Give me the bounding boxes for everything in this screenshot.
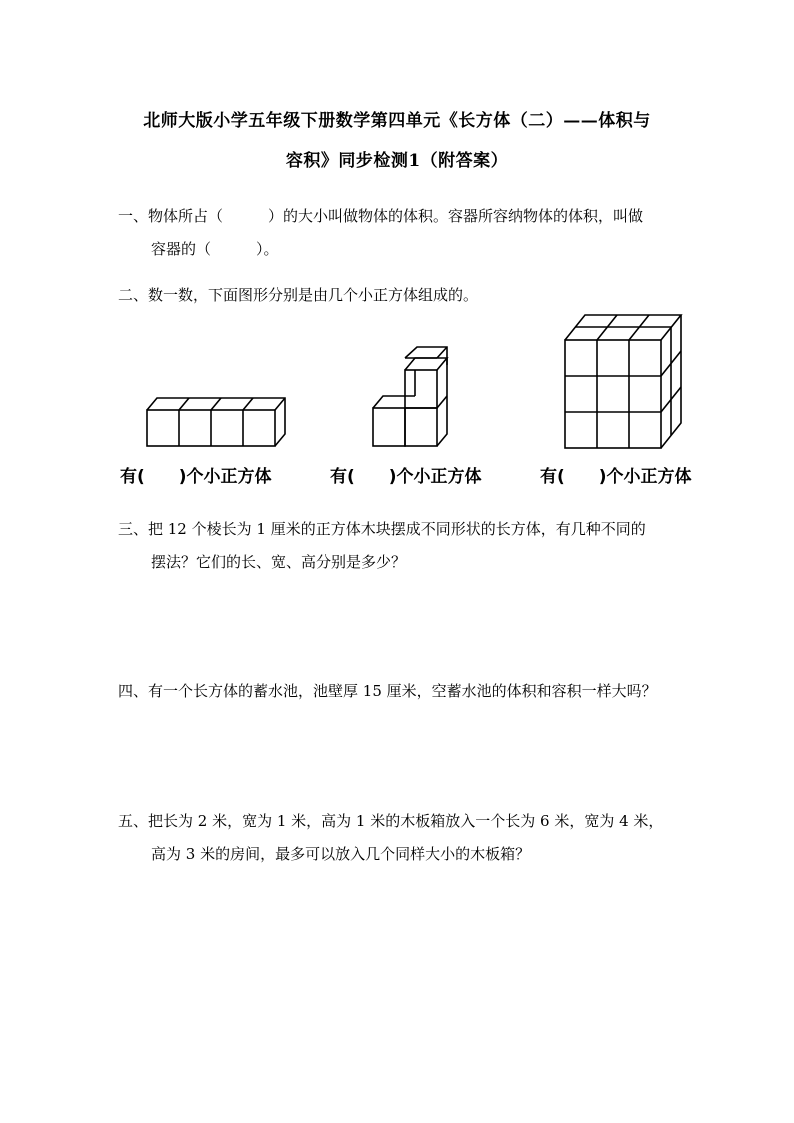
figure-2-caption: 有( )个小正方体 (330, 467, 482, 487)
figure-1-caption: 有( )个小正方体 (120, 467, 272, 487)
question-1-line2: 容器的（ ）。 (151, 240, 279, 258)
question-2-line1: 二、数一数，下面图形分别是由几个小正方体组成的。 (118, 286, 479, 304)
question-4-line1: 四、有一个长方体的蓄水池，池壁厚 15 厘米，空蓄水池的体积和容积一样大吗？ (118, 682, 657, 700)
question-3-line1: 三、把 12 个棱长为 1 厘米的正方体木块摆成不同形状的长方体，有几种不同的 (118, 520, 646, 538)
question-2 (118, 284, 478, 306)
page-title-line1: 北师大版小学五年级下册数学第四单元《长方体（二）——体积与 (143, 111, 651, 131)
question-5-line2: 高为 3 米的房间，最多可以放入几个同样大小的木板箱？ (151, 845, 531, 863)
question-5-line1: 五、把长为 2 米，宽为 1 米，高为 1 米的木板箱放入一个长为 6 米，宽为 4 米， (118, 812, 664, 830)
figure-cube-step-top (395, 345, 455, 385)
figure-3-caption: 有( )个小正方体 (540, 467, 692, 487)
question-4 (118, 680, 657, 702)
question-1-line1: 一、物体所占（ ）的大小叫做物体的体积。容器所容纳物体的体积，叫做 (118, 207, 644, 225)
figure-cube-block (555, 305, 695, 455)
question-1 (118, 205, 643, 260)
figure-cube-row (140, 390, 290, 450)
question-3 (118, 518, 646, 573)
question-5 (118, 810, 663, 865)
question-3-line2: 摆法？它们的长、宽、高分别是多少？ (151, 553, 407, 571)
page-title-line2: 容积》同步检测1（附答案） (285, 151, 509, 171)
